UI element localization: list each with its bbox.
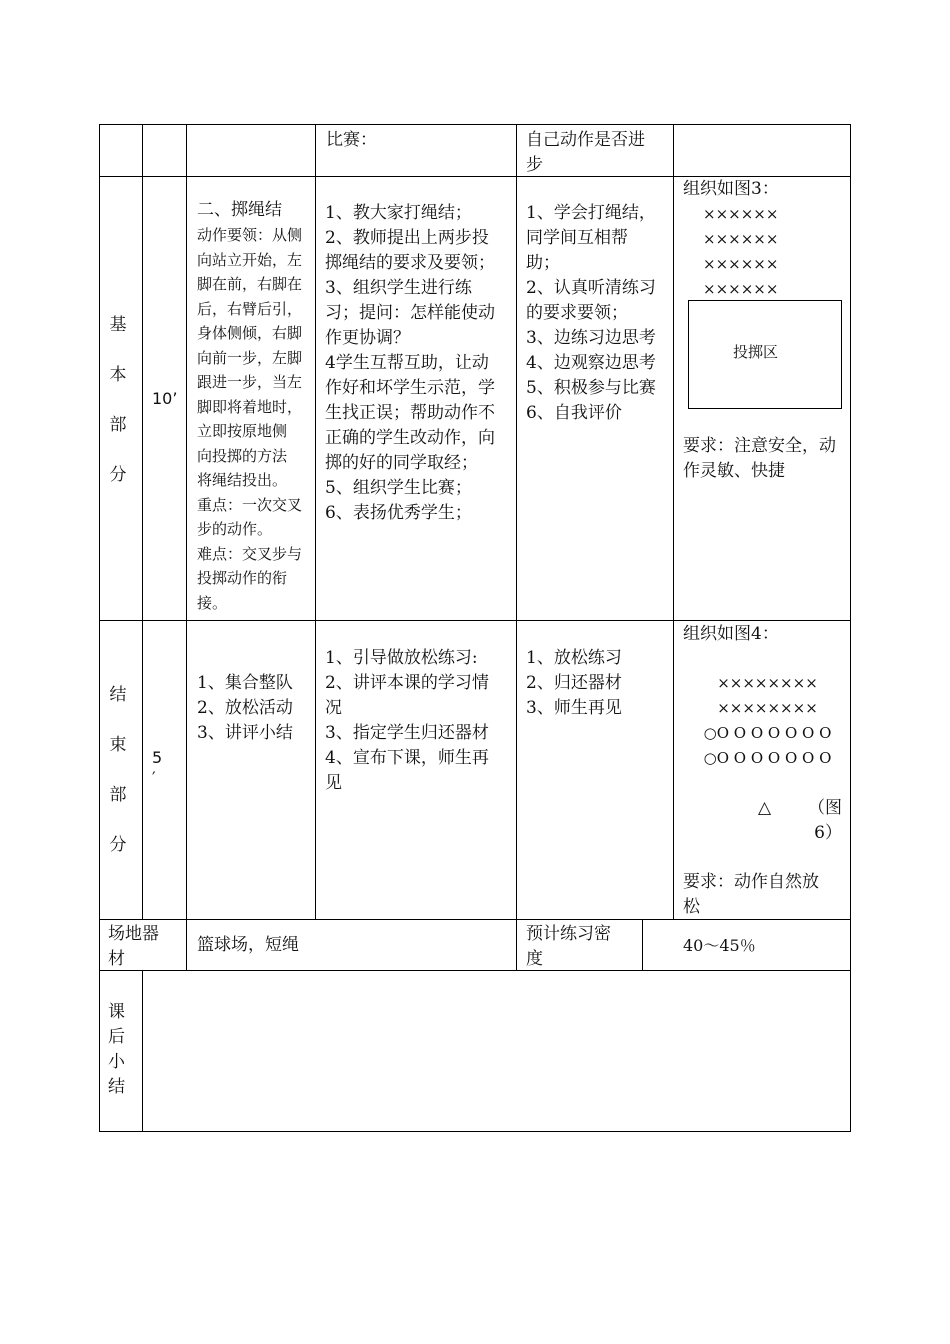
ending-org-title: 组织如图4： — [683, 624, 779, 644]
formation-row: ×××××× — [703, 205, 779, 223]
ending-teacher-activity: 1、引导做放松练习: 2、讲评本课的学习情 况 3、指定学生归还器材 4、宣布下课，师生再 见 — [325, 648, 489, 793]
formation-row: ×××××× — [703, 255, 779, 273]
basic-org-requirement: 要求：注意安全，动 作灵敏、快捷 — [683, 436, 836, 481]
ending-fig-label: （图 6） — [808, 798, 842, 843]
venue-value: 篮球场，短绳 — [197, 935, 299, 955]
formation-row: ×××××× — [703, 230, 779, 248]
density-value: 40～45％ — [683, 936, 756, 955]
ending-student-activity: 1、放松练习 2、归还器材 3、师生再见 — [526, 648, 622, 718]
row1-teacher-text: 比赛： — [326, 130, 377, 150]
throwing-zone-box — [688, 300, 842, 409]
formation-row: ○O O O O O O O — [703, 749, 832, 767]
basic-teacher-activity: 1、教大家打绳结； 2、教师提出上两步投 掷绳结的要求及要领； 3、组织学生进行练 习；提问：怎样能使动 作更协调？ 4学生互帮互助，让动 作好和坏学生示范，学 生找正误；帮助动作不 正确的学生改动作，向 掷的好的同学取经； 5、组织学生比赛； 6、表扬优秀学生； — [325, 203, 495, 523]
teacher-triangle-icon: △ — [758, 798, 772, 818]
ending-content: 1、集合整队 2、放松活动 3、讲评小结 — [197, 673, 293, 743]
basic-content-body: 动作要领：从侧 向站立开始，左 脚在前，右脚在 后，右臂后引， 身体侧倾，右脚 向前一步，左脚 跟进一步，当左 脚即将着地时， 立即按原地侧 向投掷的方法 将绳结投出。 重点：一次交叉 步的动作。 难点：交叉步与 投掷动作的衔 接。 — [197, 226, 303, 612]
formation-row: ×××××××× — [717, 699, 818, 717]
formation-row: ×××××××× — [717, 674, 818, 692]
venue-label: 场地器 材 — [108, 924, 159, 969]
density-label: 预计练习密 度 — [526, 924, 611, 969]
basic-formation — [703, 202, 778, 302]
summary-label: 课 后 小 结 — [108, 1002, 125, 1097]
basic-org-title: 组织如图3： — [683, 179, 779, 199]
ending-time: 5 ′ — [152, 748, 163, 787]
throwing-zone-label: 投掷区 — [733, 343, 779, 361]
summary-content-area — [143, 971, 850, 1131]
ending-formation — [690, 671, 845, 771]
formation-row: ×××××× — [703, 280, 779, 298]
basic-time: 10’ — [152, 389, 178, 408]
basic-content-heading: 二、掷绳结 — [197, 200, 282, 220]
ending-org-requirement: 要求：动作自然放 松 — [683, 872, 819, 917]
row1-student-text: 自己动作是否进 步 — [526, 130, 645, 175]
basic-student-activity: 1、学会打绳结， 同学间互相帮 助； 2、认真听清练习 的要求要领； 3、边练习边思考 4、边观察边思考 5、积极参与比赛 6、自我评价 — [526, 203, 656, 423]
formation-row: ○O O O O O O O — [703, 724, 832, 742]
ending-section-label: 结 束 部 分 — [109, 685, 127, 855]
basic-section-label: 基 本 部 分 — [109, 315, 127, 485]
